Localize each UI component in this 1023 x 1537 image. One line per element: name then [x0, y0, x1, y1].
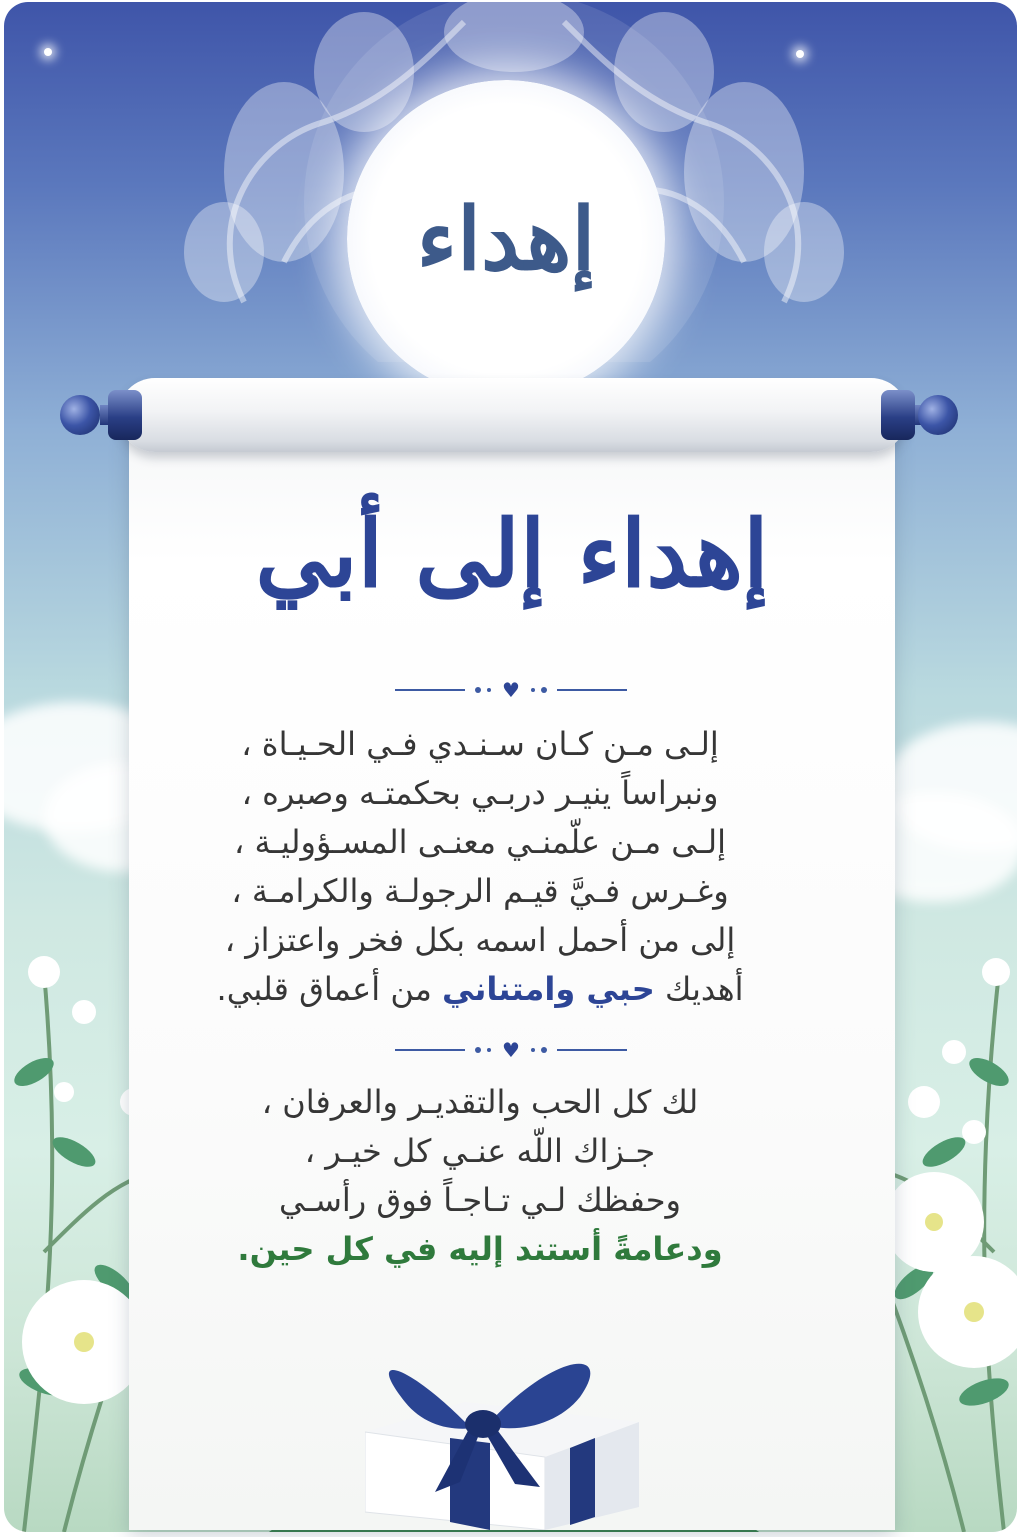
verse-line: إلـى مـن علّمنـي معنـى المسـؤوليـة ،: [234, 823, 726, 861]
verse-line: إلـى مـن كـان سـنـدي فـي الحـيـاة ،: [241, 725, 719, 763]
verse-line: ونبراساً ينيـر دربـي بحكمتـه وصبره ،: [241, 774, 719, 812]
divider-middle: [395, 1040, 627, 1060]
sparkle: [44, 48, 52, 56]
title-medallion: [347, 80, 665, 398]
dedication-title: إهداء إلى أبي: [255, 500, 769, 608]
verse-line-final: أهديك حبي وامتناني من أعماق قلبي.: [216, 970, 744, 1008]
gift-box-icon: [365, 1362, 639, 1530]
verse-line-final: ودعامةً أستند إليه في كل حين.: [237, 1230, 723, 1268]
roller-cap-right-icon: [881, 390, 915, 440]
divider-top: [395, 680, 627, 700]
verse-two: [200, 1078, 760, 1274]
verse-line: وغـرس فـيَّ قيـم الرجولـة والكرامـة ،: [231, 872, 729, 910]
verse-line: وحفظك لـي تـاجـاً فوق رأسـي: [279, 1181, 681, 1219]
verse-line: جـزاك اللّه عنـي كل خيـر ،: [304, 1132, 656, 1170]
roller-cap-left-icon: [108, 390, 142, 440]
highlight-love: حبي وامتناني: [442, 970, 655, 1008]
medallion-title: إهداء: [416, 188, 596, 290]
verse-one: [200, 720, 760, 1014]
sparkle: [796, 50, 804, 58]
verse-line: لك كل الحب والتقديـر والعرفان ،: [261, 1083, 699, 1121]
roller-knob-left-icon: [60, 395, 100, 435]
scroll-roller: [118, 378, 908, 452]
verse-line: إلى من أحمل اسمه بكل فخر واعتزاز ،: [224, 921, 736, 959]
heart-icon: ♥: [502, 678, 520, 702]
roller-knob-right-icon: [918, 395, 958, 435]
heart-icon: ♥: [502, 1038, 520, 1062]
